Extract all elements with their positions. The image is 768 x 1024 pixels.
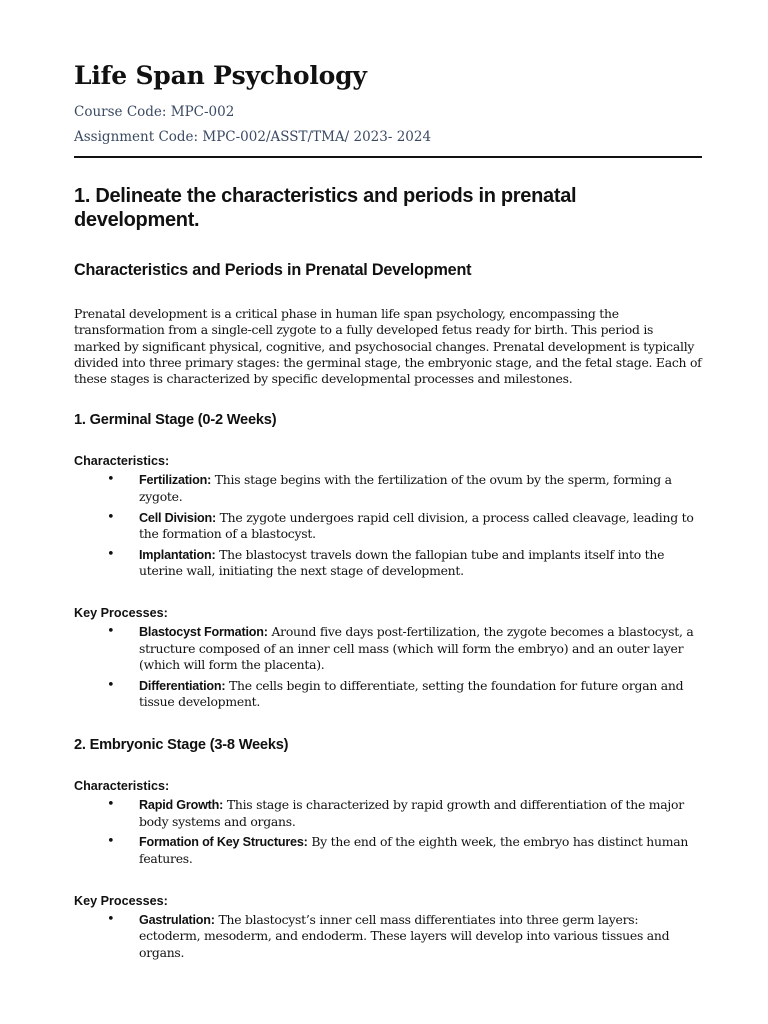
germinal-characteristics-label: Characteristics: xyxy=(74,454,170,469)
germinal-stage-heading: 1. Germinal Stage (0-2 Weeks) xyxy=(74,412,277,429)
list-item-term: Differentiation: xyxy=(139,678,226,693)
section-heading: Characteristics and Periods in Prenatal Development xyxy=(74,261,472,279)
list-item-text: The blastocyst travels down the fallopian tube and implants itself into the uterine wall, initiating the next stage of development. xyxy=(139,546,665,578)
bullet-icon: • xyxy=(107,546,115,562)
list-item-term: Gastrulation: xyxy=(139,912,215,927)
bullet-icon: • xyxy=(107,797,115,813)
list-item xyxy=(74,834,702,867)
embryonic-characteristics-label: Characteristics: xyxy=(74,779,170,794)
list-item xyxy=(74,624,702,673)
list-item-text: The zygote undergoes rapid cell division, a process called cleavage, leading to the formation of a blastocyst. xyxy=(139,509,694,541)
bullet-icon: • xyxy=(107,834,115,850)
bullet-icon: • xyxy=(107,472,115,488)
list-item-text: By the end of the eighth week, the embryo has distinct human features. xyxy=(139,834,689,866)
list-item-term: Implantation: xyxy=(139,547,216,562)
list-item xyxy=(74,797,702,830)
bullet-icon: • xyxy=(107,911,115,927)
list-item-text: This stage is characterized by rapid growth and differentiation of the major body systems and organs. xyxy=(139,797,684,829)
list-item xyxy=(74,472,702,505)
intro-paragraph: Prenatal development is a critical phase in human life span psychology, encompassing the transformation from a single-cell zygote to a fully developed fetus ready for birth. This period is marked by significant physical, cognitive, and psychosocial changes. Prenatal development is typically divided into three primary stages: the germinal stage, the embryonic stage, and the fetal stage. Each of these stages is characterized by specific developmental processes and milestones. xyxy=(74,306,702,387)
header-divider xyxy=(74,156,702,158)
document-page xyxy=(74,58,702,965)
list-item-term: Formation of Key Structures: xyxy=(139,835,308,850)
list-item-text: The cells begin to differentiate, setting the foundation for future organ and tissue development. xyxy=(139,677,684,709)
list-item-term: Rapid Growth: xyxy=(139,798,224,813)
list-item xyxy=(74,547,702,580)
germinal-characteristics-list xyxy=(74,472,702,579)
list-item-text: Around five days post-fertilization, the zygote becomes a blastocyst, a structure composed of an inner cell mass (which will form the embryo) and an outer layer (which will form the placenta). xyxy=(139,624,694,672)
embryonic-characteristics-list xyxy=(74,797,702,867)
list-item-term: Fertilization: xyxy=(139,473,212,488)
list-item-term: Cell Division: xyxy=(139,510,216,525)
embryonic-processes-list xyxy=(74,912,702,961)
list-item xyxy=(74,678,702,711)
embryonic-processes-label: Key Processes: xyxy=(74,893,168,908)
bullet-icon: • xyxy=(107,677,115,693)
question-heading: 1. Delineate the characteristics and periods in prenatal development. xyxy=(74,185,577,231)
germinal-processes-list xyxy=(74,624,702,710)
bullet-icon: • xyxy=(107,624,115,640)
assignment-code: Assignment Code: MPC-002/ASST/TMA/ 2023- 2024 xyxy=(74,129,432,145)
embryonic-stage-heading: 2. Embryonic Stage (3-8 Weeks) xyxy=(74,737,289,754)
list-item xyxy=(74,912,702,961)
list-item-term: Blastocyst Formation: xyxy=(139,625,268,640)
list-item xyxy=(74,510,702,543)
course-code: Course Code: MPC-002 xyxy=(74,104,235,120)
list-item-text: The blastocyst’s inner cell mass differentiates into three germ layers: ectoderm, mesoderm, and endoderm. These layers will develop into various tissues and organs. xyxy=(139,911,670,960)
bullet-icon: • xyxy=(107,509,115,525)
list-item-text: This stage begins with the fertilization of the ovum by the sperm, forming a zygote. xyxy=(139,472,672,504)
document-title: Life Span Psychology xyxy=(74,61,367,90)
germinal-processes-label: Key Processes: xyxy=(74,606,168,621)
